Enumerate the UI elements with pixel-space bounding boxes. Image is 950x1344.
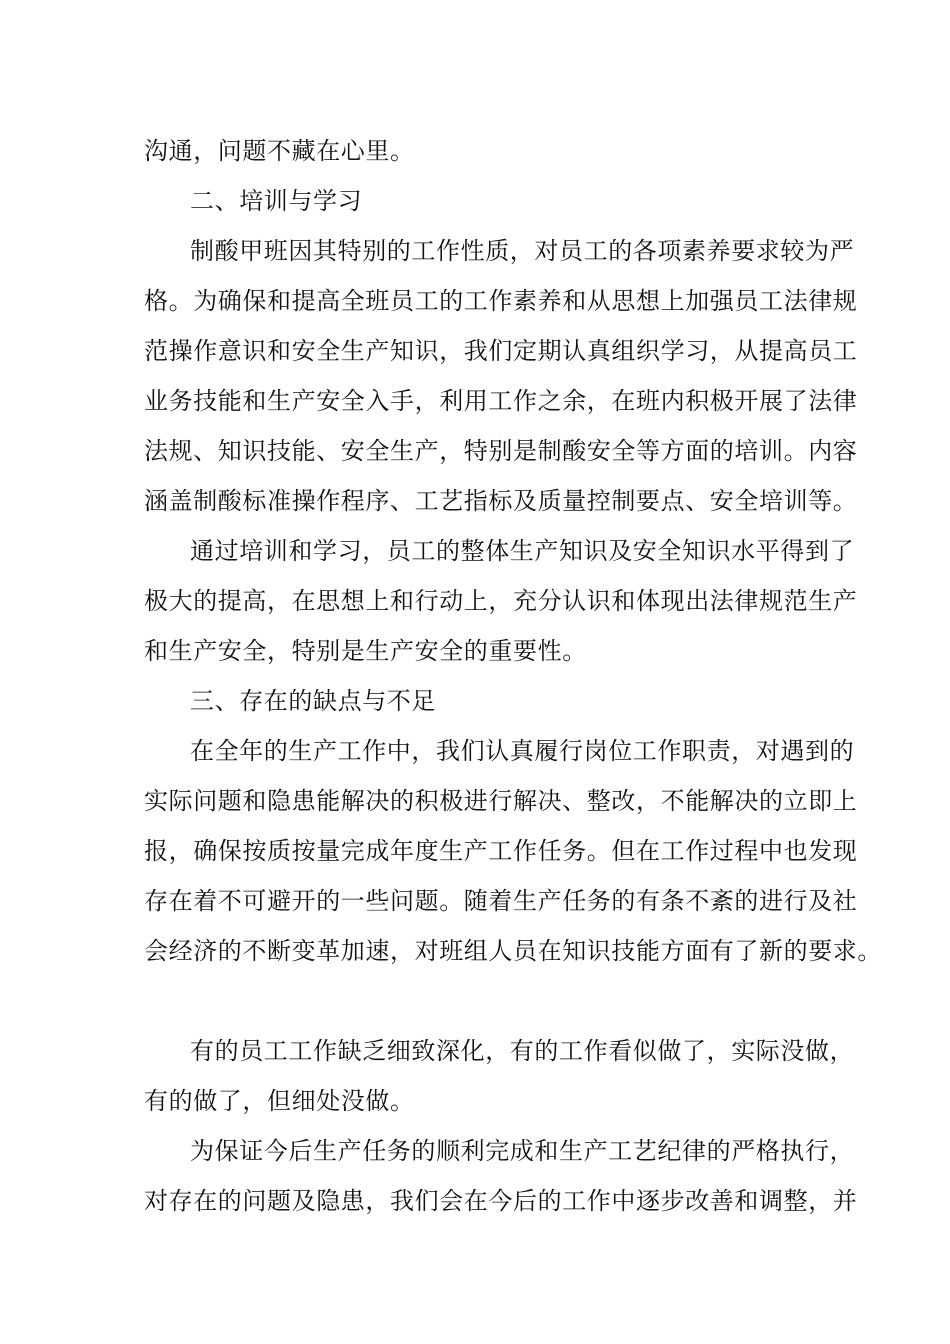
paragraph-line: 有的做了，但细处没做。 xyxy=(144,1087,415,1115)
paragraph-line: 法规、知识技能、安全生产，特别是制酸安全等方面的培训。内容 xyxy=(144,437,858,465)
paragraph-line: 范操作意识和安全生产知识，我们定期认真组织学习，从提高员工 xyxy=(144,337,858,365)
paragraph-line: 报，确保按质按量完成年度生产工作任务。但在工作过程中也发现 xyxy=(144,837,858,865)
paragraph-line: 涵盖制酸标准操作程序、工艺指标及质量控制要点、安全培训等。 xyxy=(144,487,858,515)
paragraph-line: 实际问题和隐患能解决的积极进行解决、整改，不能解决的立即上 xyxy=(144,787,858,815)
paragraph-line: 会经济的不断变革加速，对班组人员在知识技能方面有了新的要求。 xyxy=(144,937,882,965)
paragraph-line: 业务技能和生产安全入手，利用工作之余，在班内积极开展了法律 xyxy=(144,387,858,415)
paragraph-line: 存在着不可避开的一些问题。随着生产任务的有条不紊的进行及社 xyxy=(144,887,858,915)
section-heading-shortcomings: 三、存在的缺点与不足 xyxy=(190,687,436,715)
section-heading-training: 二、培训与学习 xyxy=(190,187,363,215)
paragraph-line: 格。为确保和提高全班员工的工作素养和从思想上加强员工法律规 xyxy=(144,287,858,315)
paragraph-line: 沟通，问题不藏在心里。 xyxy=(144,137,415,165)
paragraph-line: 为保证今后生产任务的顺利完成和生产工艺纪律的严格执行， xyxy=(190,1137,855,1165)
paragraph-line: 极大的提高，在思想上和行动上，充分认识和体现出法律规范生产 xyxy=(144,587,858,615)
paragraph-line: 制酸甲班因其特别的工作性质，对员工的各项素养要求较为严 xyxy=(190,237,855,265)
paragraph-line: 有的员工工作缺乏细致深化，有的工作看似做了，实际没做， xyxy=(190,1037,855,1065)
paragraph-line: 通过培训和学习，员工的整体生产知识及安全知识水平得到了 xyxy=(190,537,855,565)
paragraph-line: 和生产安全，特别是生产安全的重要性。 xyxy=(144,637,587,665)
paragraph-line: 对存在的问题及隐患，我们会在今后的工作中逐步改善和调整，并 xyxy=(144,1187,858,1215)
paragraph-line: 在全年的生产工作中，我们认真履行岗位工作职责，对遇到的 xyxy=(190,737,855,765)
